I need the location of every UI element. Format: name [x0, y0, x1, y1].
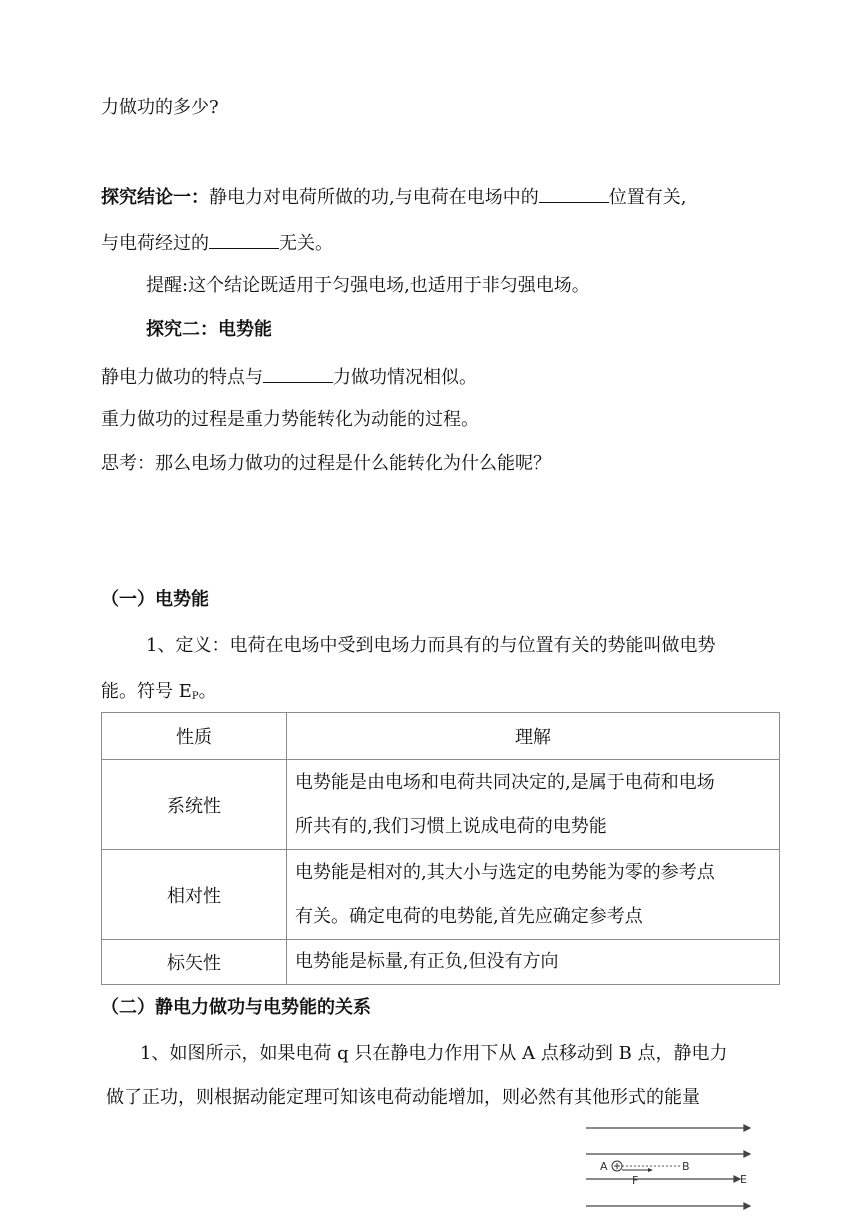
paragraph-line: 做了正功，则根据动能定理可知该电荷动能增加，则必然有其他形式的能量 [106, 1087, 700, 1108]
section-heading: （一）电势能 [101, 589, 209, 610]
cell-line: 电势能是标量,有正负,但没有方向 [295, 951, 559, 972]
electric-field-figure [582, 1122, 752, 1216]
table-row [102, 850, 780, 940]
cell-line: 电势能是相对的,其大小与选定的电势能为零的参考点 [295, 861, 715, 883]
cell-line: 电势能是由电场和电荷共同决定的,是属于电荷和电场 [295, 771, 715, 793]
conclusion-line [101, 184, 686, 210]
fill-blank[interactable] [263, 364, 333, 383]
similar-line [101, 364, 477, 390]
section-heading: （二）静电力做功与电势能的关系 [101, 997, 371, 1018]
cell-line: 有关。确定电荷的电势能,首先应确定参考点 [295, 905, 643, 927]
table-header-row [102, 713, 780, 760]
table-header-cell: 理解 [287, 713, 780, 760]
label-a: A [600, 1160, 608, 1173]
conclusion-text: 与电荷经过的 [101, 233, 209, 254]
cell-line: 所共有的,我们习惯上说成电荷的电势能 [295, 815, 607, 837]
text-line: 重力做功的过程是重力势能转化为动能的过程。 [101, 409, 479, 430]
subscript: P [191, 691, 199, 702]
reminder: 提醒:这个结论既适用于匀强电场,也适用于非匀强电场。 [146, 275, 590, 296]
table-cell-text [287, 760, 780, 850]
table-cell-name: 相对性 [102, 850, 287, 940]
definition-line: 1、定义：电荷在电场中受到电场力而具有的与位置有关的势能叫做电势 [146, 635, 716, 656]
table-cell-text [287, 940, 780, 985]
table-cell-name: 标矢性 [102, 940, 287, 985]
arrow-head-icon [648, 1168, 653, 1172]
label-f: F [632, 1174, 639, 1187]
definition-text: 能。符号 E [101, 681, 192, 702]
arrow-head-icon [744, 1151, 750, 1157]
table-cell-text [287, 850, 780, 940]
table-row [102, 760, 780, 850]
section-heading: 探究二：电势能 [146, 319, 272, 340]
table-cell-name: 系统性 [102, 760, 287, 850]
table-header-cell: 性质 [102, 713, 287, 760]
text-line: 力做功的多少? [101, 97, 219, 118]
definition-text: 。 [198, 681, 217, 702]
conclusion-text: 位置有关, [608, 187, 687, 208]
paragraph-line: 1、如图所示，如果电荷 q 只在静电力作用下从 A 点移动到 B 点，静电力 [140, 1043, 728, 1064]
conclusion-label: 探究结论一： [101, 187, 209, 208]
conclusion-text: 无关。 [279, 233, 333, 254]
arrow-head-icon [744, 1203, 750, 1209]
text-line: 思考：那么电场力做功的过程是什么能转化为什么能呢？ [101, 453, 551, 474]
fill-blank[interactable] [539, 184, 609, 203]
label-b: B [682, 1160, 690, 1173]
conclusion-text: 静电力对电荷所做的功,与电荷在电场中的 [209, 187, 539, 208]
similar-text: 力做功情况相似。 [333, 367, 477, 388]
label-e: E [740, 1173, 747, 1186]
similar-text: 静电力做功的特点与 [101, 367, 263, 388]
properties-table [101, 712, 780, 985]
fill-blank[interactable] [209, 230, 279, 249]
definition-line-2 [101, 680, 217, 709]
arrow-head-icon [744, 1125, 750, 1131]
conclusion-line-2 [101, 230, 333, 256]
table-row [102, 940, 780, 985]
